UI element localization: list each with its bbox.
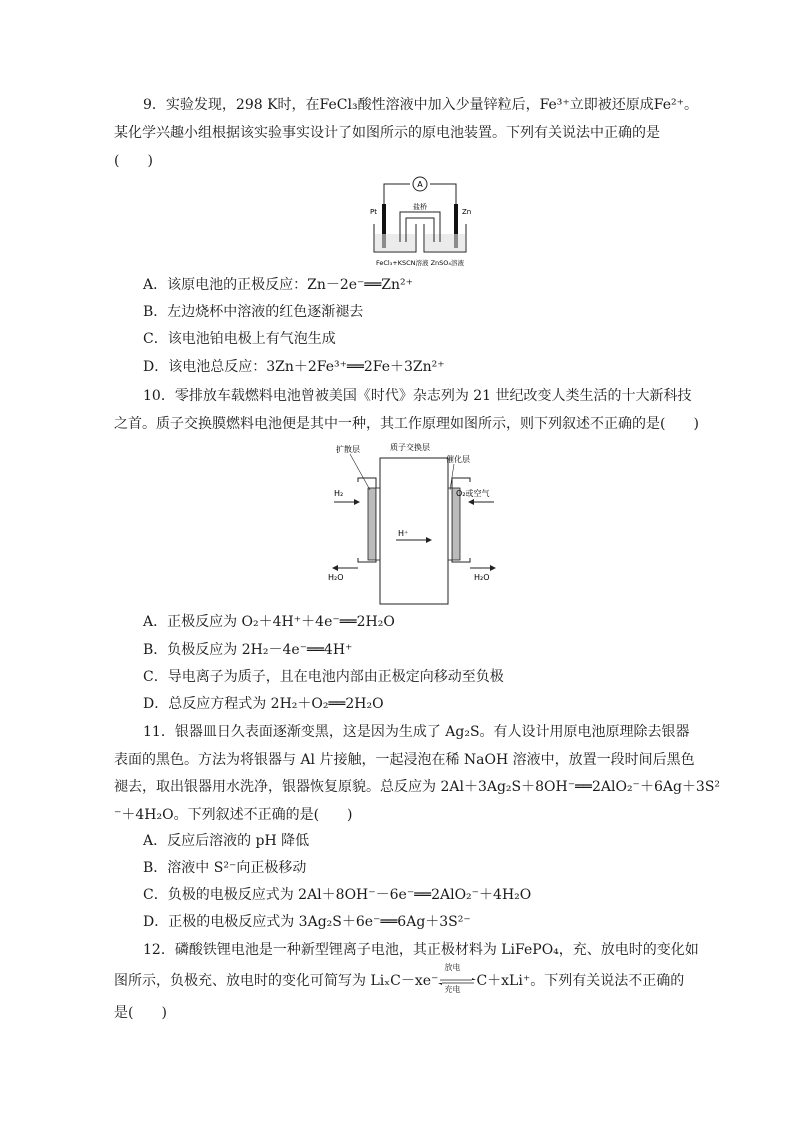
q9-stem-line2: 某化学兴趣小组根据该实验事实设计了如图所示的原电池装置。下列有关说法中正确的是 xyxy=(114,125,660,141)
solutions-label: FeCl₃+KSCN溶液 ZnSO₄溶液 xyxy=(375,259,465,267)
q10-option-b: B．负极反应为 2H₂－4e⁻══4H⁺ xyxy=(143,642,353,658)
q11-option-b: B．溶液中 S²⁻向正极移动 xyxy=(143,860,307,876)
q9-option-c: C．该电池铂电极上有气泡生成 xyxy=(143,331,336,347)
q10-option-d: D．总反应方程式为 2H₂＋O₂══2H₂O xyxy=(143,696,384,712)
q11-option-d: D．正极的电极反应式为 3Ag₂S＋6e⁻══6Ag＋3S²⁻ xyxy=(143,914,471,930)
arrow-top-label: 放电 xyxy=(444,963,461,972)
q11-stem-line1: 11．银器皿日久表面逐渐变黑，这是因为生成了 Ag₂S。有人设计用原电池原理除去银器 xyxy=(143,724,690,740)
o2-inlet-label: O₂或空气 xyxy=(456,489,490,498)
catalyst-layer-label: 催化层 xyxy=(446,455,470,464)
q10-option-a: A．正极反应为 O₂＋4H⁺＋4e⁻══2H₂O xyxy=(143,614,395,630)
q12-line2-part2: C＋xLi⁺。下列有关说法不正确的 xyxy=(476,973,685,989)
salt-bridge-label: 盐桥 xyxy=(413,203,427,211)
q10-option-c: C．导电离子为质子，且在电池内部由正极定向移动至负极 xyxy=(143,669,504,685)
reversible-arrow xyxy=(438,963,476,994)
q11-option-a: A．反应后溶液的 pH 降低 xyxy=(143,833,310,849)
arrow-bottom-label: 充电 xyxy=(444,985,461,994)
ammeter-label: A xyxy=(417,180,423,189)
q10-stem-line1: 10．零排放车载燃料电池曾被美国《时代》杂志列为 21 世纪改变人类生活的十大新科技 xyxy=(143,388,692,404)
proton-label: H⁺ xyxy=(398,529,409,538)
q11-stem-line4: ⁻＋4H₂O。下列叙述不正确的是( ) xyxy=(114,807,353,823)
h2o-right-label: H₂O xyxy=(474,573,490,582)
fuel-cell-figure xyxy=(328,440,500,606)
pt-label: Pt xyxy=(370,208,377,216)
membrane xyxy=(380,458,448,604)
q9-answer-bracket: ( ) xyxy=(114,153,153,169)
h2-inlet-label: H₂ xyxy=(334,489,344,498)
q9-option-d: D．该电池总反应：3Zn＋2Fe³⁺══2Fe＋3Zn²⁺ xyxy=(143,359,445,375)
q12-stem-line2 xyxy=(114,963,685,994)
h2o-left-label: H₂O xyxy=(328,573,344,582)
q11-option-c: C．负极的电极反应式为 2Al＋8OH⁻－6e⁻══2AlO₂⁻＋4H₂O xyxy=(143,887,532,903)
q9-option-b: B．左边烧杯中溶液的红色逐渐褪去 xyxy=(143,304,364,320)
q12-line2-part1: 图所示，负极充、放电时的变化可简写为 LiₓC－xe⁻ xyxy=(114,973,439,989)
q9-option-a: A．该原电池的正极反应：Zn－2e⁻══Zn²⁺ xyxy=(143,277,414,293)
q11-stem-line2: 表面的黑色。方法为将银器与 Al 片接触，一起浸泡在稀 NaOH 溶液中，放置一段时间后黑色 xyxy=(114,752,695,768)
galvanic-cell-figure xyxy=(360,172,480,270)
q10-stem-line2: 之首。质子交换膜燃料电池便是其中一种，其工作原理如图所示，则下列叙述不正确的是( ) xyxy=(114,416,699,432)
q12-stem-line3: 是( ) xyxy=(114,1005,167,1021)
q12-stem-line1: 12．磷酸铁锂电池是一种新型锂离子电池，其正极材料为 LiFePO₄，充、放电时的变化如 xyxy=(143,942,699,958)
q11-stem-line3: 褪去，取出银器用水洗净，银器恢复原貌。总反应为 2Al＋3Ag₂S＋8OH⁻══2AlO₂⁻＋6Ag＋3S² xyxy=(114,779,721,795)
membrane-label: 质子交换层 xyxy=(390,443,430,452)
diffusion-layer-label: 扩散层 xyxy=(336,445,360,454)
zn-label: Zn xyxy=(462,208,472,216)
q9-stem-line1: 9．实验发现，298 K时，在FeCl₃酸性溶液中加入少量锌粒后，Fe³⁺立即被还原成Fe²⁺。 xyxy=(143,97,699,113)
